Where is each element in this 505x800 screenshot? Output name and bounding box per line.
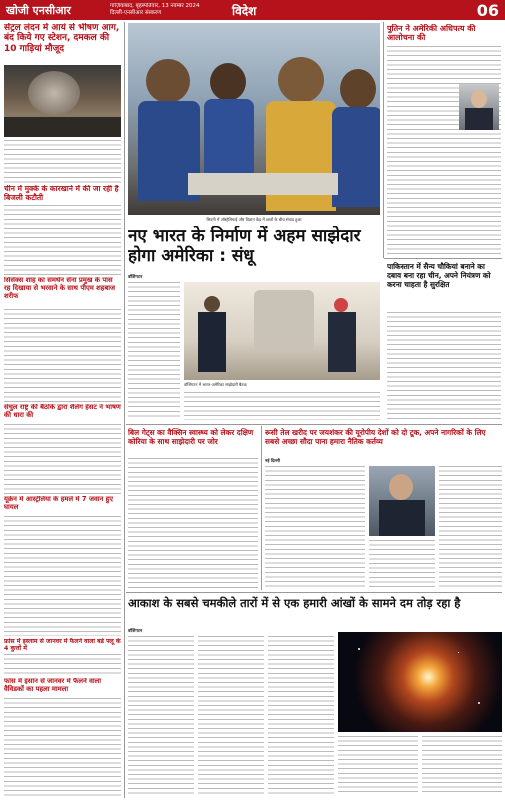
byline: वॉशिंगटन: [128, 274, 143, 279]
body-text: [369, 540, 435, 590]
inset-caption: वॉशिंगटन में भारत-अमेरिका साझेदारी बैठक: [184, 382, 247, 387]
headline-gates: बिल गेट्स का वैक्सिन स्वास्थ्य को लेकर दक्षिण कोरिया के साथ साझेदारी पर जोर: [128, 428, 254, 446]
left-story-2: [4, 185, 121, 275]
headline-london-fire: सेंट्रल लंदन में आयं से भीषण आग, बंद किये गए स्टेशन, दमकल की 10 गाड़ियां मौजूद: [4, 23, 120, 54]
dateline: गाज़ियाबाद, बृहस्पतिवार, 13 नवम्बर 2024 दिल्ली-एनसीआर संस्करण: [110, 3, 200, 16]
body-text: [198, 636, 264, 796]
column-divider: [124, 22, 125, 798]
body-text: [128, 636, 194, 796]
headline-china-power: चीन में मुक्के के कारखाने में की जा रही है बिजली कटौती: [4, 185, 119, 202]
body-text: [265, 466, 365, 590]
putin-story: [387, 24, 501, 256]
feature-photo-caption: सिडनी में ऑस्ट्रेलियाई और विज्ञान केंद्र में छात्रों के बीच संवाद हुआ: [206, 217, 302, 222]
headline-france: फांस में इंसान से जानवर में फैलने वाला वैविडकों का पहला मामला: [4, 678, 102, 693]
left-story-1: [4, 23, 121, 183]
body-text: [4, 140, 121, 183]
inset-photo-meeting: [184, 282, 380, 380]
headline-pakistan-china: पाकिस्तान में सैन्य चौकियां बनाने का दबाव बना रहा चीन, अपने नियंत्रण को करना चाहता है सुरक्षित: [387, 262, 491, 289]
headline-un-meeting: सेंचुल राष्ट्र की बैठकि द्वारा शैलेंग हेसट ने भाषण की धारा की: [4, 404, 121, 419]
body-text: [338, 736, 418, 796]
section-title: विदेश: [232, 4, 257, 18]
page-number: 06: [476, 1, 499, 20]
byline: वॉशिंगटन: [128, 628, 143, 633]
body-text: [439, 466, 502, 590]
headline-pakistan: सिसेक्स शाह का समर्थन सेना प्रमुख के पास रह दिखाया से भरवाने के साथ पीएम शहबाज शरीफ: [4, 277, 116, 300]
photo-jaishankar: [369, 466, 435, 536]
main-headline: नए भारत के निर्माण में अहम साझेदार होगा अमेरिका : संधू: [128, 226, 361, 266]
photo-fire: [4, 65, 121, 137]
main-story: [128, 226, 380, 271]
body-text: [4, 698, 121, 796]
body-text: [387, 46, 501, 256]
left-story-5: [4, 496, 121, 636]
main-story-body-2: [184, 392, 380, 420]
body-text: [268, 636, 334, 796]
feature-photo-students: [128, 23, 380, 215]
body-text: [4, 424, 121, 494]
headline-birdflu: फ्रांस में इस्लाम से जानवर में फैलने वाला बर्ड फ्लू के 4 कुत्तों में: [4, 638, 121, 653]
main-story-body: [128, 282, 180, 420]
body-text: [422, 736, 502, 796]
headline-jaishankar: रूसी तेल खरीद पर जयशंकर की यूरोपीय देशों को दो टूक, अपने नागरिकों के लिए सबसे अच्छा सौदा पाना हमारा नैतिक कर्तव्य: [265, 428, 486, 446]
headline-star: आकाश के सबसे चमकीले तारों में से एक हमारी आंखों के सामने दम तोड़ रहा है: [128, 596, 461, 610]
body-text: [387, 312, 501, 422]
body-text: [4, 205, 121, 275]
headline-putin: पुतिन ने अमेरिकी अधिपत्य की आलोचना की: [387, 24, 476, 43]
photo-putin: [459, 84, 499, 130]
headline-ukraine: यूक्रेन में आस्ट्रेलिया के हमले में 7 जवान हुए घायल: [4, 496, 114, 511]
left-story-7: [4, 678, 121, 796]
body-text: [4, 516, 121, 636]
divider: [126, 592, 502, 593]
brand-name: खोजी एनसीआर: [6, 4, 71, 17]
divider: [126, 424, 502, 425]
left-story-6: [4, 638, 121, 676]
masthead: [0, 0, 505, 20]
left-story-4: [4, 404, 121, 494]
left-story-3: [4, 277, 121, 402]
body-text: [4, 654, 121, 676]
photo-star: [338, 632, 502, 732]
gates-story: [128, 428, 258, 588]
jaishankar-story: [265, 428, 502, 590]
divider: [384, 258, 502, 259]
body-text: [4, 309, 121, 402]
byline: नई दिल्ली: [265, 458, 280, 463]
pak-story: [387, 262, 501, 422]
column-divider: [261, 426, 262, 590]
body-text: [128, 458, 258, 588]
star-story: [128, 596, 502, 796]
column-divider-right: [383, 22, 384, 258]
